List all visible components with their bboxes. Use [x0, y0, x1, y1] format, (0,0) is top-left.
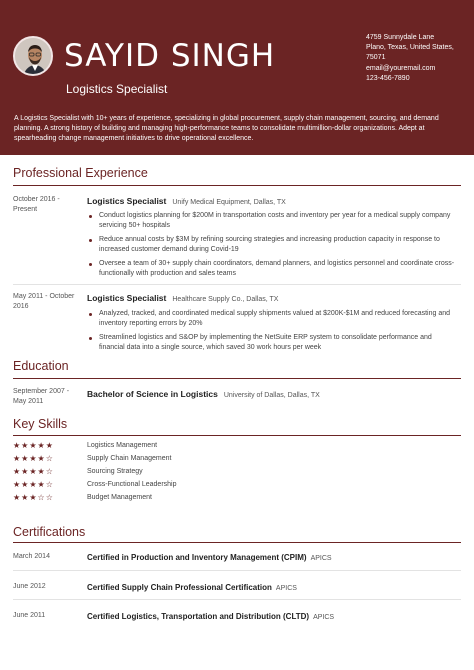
star-rating-icon: ★★★★☆	[13, 454, 54, 463]
job-bullets	[87, 309, 459, 357]
email-link[interactable]: email@youremail.com	[366, 64, 436, 72]
certification-name: Certified Supply Chain Professional Certification	[87, 583, 272, 592]
star-rating-icon: ★★★★☆	[13, 480, 54, 489]
school-name: University of Dallas, Dallas, TX	[223, 392, 320, 399]
candidate-name: SAYID SINGH	[64, 38, 276, 74]
skill-row	[13, 441, 313, 451]
candidate-role: Logistics Specialist	[66, 82, 168, 96]
section-title-skills: Key Skills	[13, 417, 68, 431]
address-line-1: 4759 Sunnydale Lane	[366, 34, 435, 41]
skill-label: Cross-Functional Leadership	[87, 481, 177, 488]
profile-photo-icon	[15, 38, 53, 76]
avatar	[13, 36, 53, 76]
star-rating-icon: ★★★☆☆	[13, 493, 54, 502]
section-title-experience: Professional Experience	[13, 166, 148, 180]
certification-org: APICS	[275, 585, 297, 592]
list-item: Conduct logistics planning for $200M in transportation costs and inventory per year for a medical supply company servicing 50+ hospitals	[87, 211, 459, 231]
list-item: Analyzed, tracked, and coordinated medical supply shipments valued at $200K-$1M and reduced forecasting and inventory reporting errors by 20%	[87, 309, 459, 329]
certification-name: Certified in Production and Inventory Management (CPIM)	[87, 553, 307, 562]
job-title-text: Logistics Specialist	[87, 293, 167, 303]
section-title-certifications: Certifications	[13, 525, 86, 539]
resume-header	[0, 0, 474, 155]
skill-label: Logistics Management	[87, 442, 158, 449]
profile-summary: A Logistics Specialist with 10+ years of experience, specializing in global procurement, supply chain management, sourcing, and demand planning. A strong history of building and managing high-performance teams to consolidate multimillion-dollar organizations. Adept at spearheading change management initiatives to drive operational excellence.	[14, 115, 439, 142]
degree-text: Bachelor of Science in Logistics	[87, 389, 218, 399]
job-title	[87, 293, 278, 303]
star-rating-icon: ★★★★☆	[13, 467, 54, 476]
certification-name: Certified Logistics, Transportation and Distribution (CLTD)	[87, 612, 310, 621]
phone-number[interactable]: 123-456-7890	[366, 74, 410, 82]
education-date: September 2007 - May 2011	[13, 388, 70, 405]
education-degree	[87, 389, 320, 399]
section-rule	[13, 542, 461, 543]
job-title-text: Logistics Specialist	[87, 196, 167, 206]
job-company: Healthcare Supply Co., Dallas, TX	[172, 296, 279, 303]
entry-divider	[13, 570, 461, 571]
skill-label: Budget Management	[87, 494, 152, 501]
postal-code: 75071	[366, 54, 386, 62]
address-line-2: Plano, Texas, United States,	[366, 44, 454, 52]
certification-org: APICS	[313, 614, 335, 621]
job-date: October 2016 - Present	[13, 196, 60, 213]
skill-row	[13, 454, 313, 464]
certification-title	[87, 612, 334, 621]
list-item: Reduce annual costs by $3M by refining sourcing strategies and increasing production capacity in response to increased customer demand during Covid-19	[87, 235, 459, 255]
section-rule	[13, 378, 461, 379]
certification-date: June 2011	[13, 612, 46, 619]
section-rule	[13, 435, 461, 436]
skill-row	[13, 467, 313, 477]
job-title	[87, 196, 286, 206]
skill-row	[13, 493, 313, 503]
list-item: Streamlined logistics and S&OP by implementing the NetSuite ERP system to consolidate performance and financial data into a single source, which saved 30 work hours per week	[87, 333, 459, 353]
certification-title	[87, 553, 332, 562]
job-date: May 2011 - October 2016	[13, 293, 75, 310]
entry-divider	[13, 599, 461, 600]
job-company: Unify Medical Equipment, Dallas, TX	[172, 199, 286, 206]
certification-title	[87, 583, 297, 592]
skill-row	[13, 480, 313, 490]
certification-date: March 2014	[13, 553, 50, 560]
skill-label: Supply Chain Management	[87, 455, 172, 462]
section-rule	[13, 185, 461, 186]
entry-divider	[13, 284, 461, 285]
section-title-education: Education	[13, 359, 69, 373]
skill-label: Sourcing Strategy	[87, 468, 143, 475]
list-item: Oversee a team of 30+ supply chain coordinators, demand planners, and logistics personnel and coordinate cross-functionally with production and sales teams	[87, 259, 459, 279]
star-rating-icon: ★★★★★	[13, 441, 54, 450]
certification-date: June 2012	[13, 583, 46, 590]
job-bullets	[87, 211, 459, 283]
contact-info	[366, 33, 454, 84]
certification-org: APICS	[310, 555, 332, 562]
